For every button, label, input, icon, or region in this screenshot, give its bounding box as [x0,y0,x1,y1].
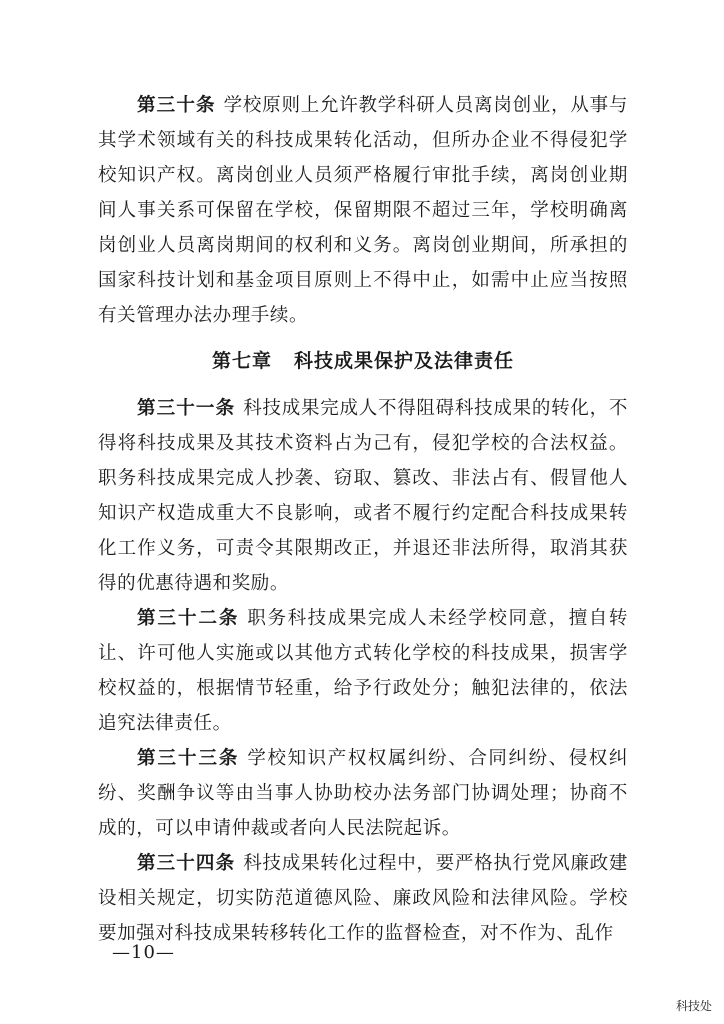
article-30 [98,88,628,333]
article-text: 学校知识产权权属纠纷、合同纠纷、侵权纠纷、奖酬争议等由当事人协助校办法务部门协调处理；协商不成的，可以申请仲裁或者向人民法院起诉。 [98,748,628,839]
chapter-title: 科技成果保护及法律责任 [294,350,515,372]
document-body [98,88,628,951]
article-number: 第三十四条 [137,853,236,874]
article-text: 职务科技成果完成人未经学校同意，擅自转让、许可他人实施或以其他方式转化学校的科技成果，损害学校权益的，根据情节轻重，给予行政处分；触犯法律的，依法追究法律责任。 [98,608,628,734]
chapter-heading [98,341,628,381]
page-number: —10— [112,942,175,963]
watermark: 科技处 [675,999,712,1013]
article-text: 学校原则上允许教学科研人员离岗创业，从事与其学术领域有关的科技成果转化活动，但所办企业不得侵犯学校知识产权。离岗创业人员须严格履行审批手续，离岗创业期间人事关系可保留在学校，保留期限不超过三年，学校明确离岗创业人员离岗期间的权利和义务。离岗创业期间，所承担的国家科技计划和基金项目原则上不得中止，如需中止应当按照有关管理办法办理手续。 [98,95,628,326]
article-34 [98,846,628,951]
article-text: 科技成果完成人不得阻碍科技成果的转化，不得将科技成果及其技术资料占为己有，侵犯学校的合法权益。职务科技成果完成人抄袭、窃取、篡改、非法占有、假冒他人知识产权造成重大不良影响，或者不履行约定配合科技成果转化工作义务，可责令其限期改正，并退还非法所得，取消其获得的优惠待遇和奖励。 [98,398,628,594]
article-text: 科技成果转化过程中，要严格执行党风廉政建设相关规定，切实防范道德风险、廉政风险和法律风险。学校要加强对科技成果转移转化工作的监督检查，对不作为、乱作 [98,853,628,944]
article-number: 第三十条 [137,95,216,116]
article-32 [98,601,628,741]
article-31 [98,391,628,601]
chapter-number: 第七章 [211,350,272,372]
article-number: 第三十三条 [137,748,240,769]
article-number: 第三十一条 [137,398,236,419]
article-number: 第三十二条 [137,608,240,629]
article-33 [98,741,628,846]
